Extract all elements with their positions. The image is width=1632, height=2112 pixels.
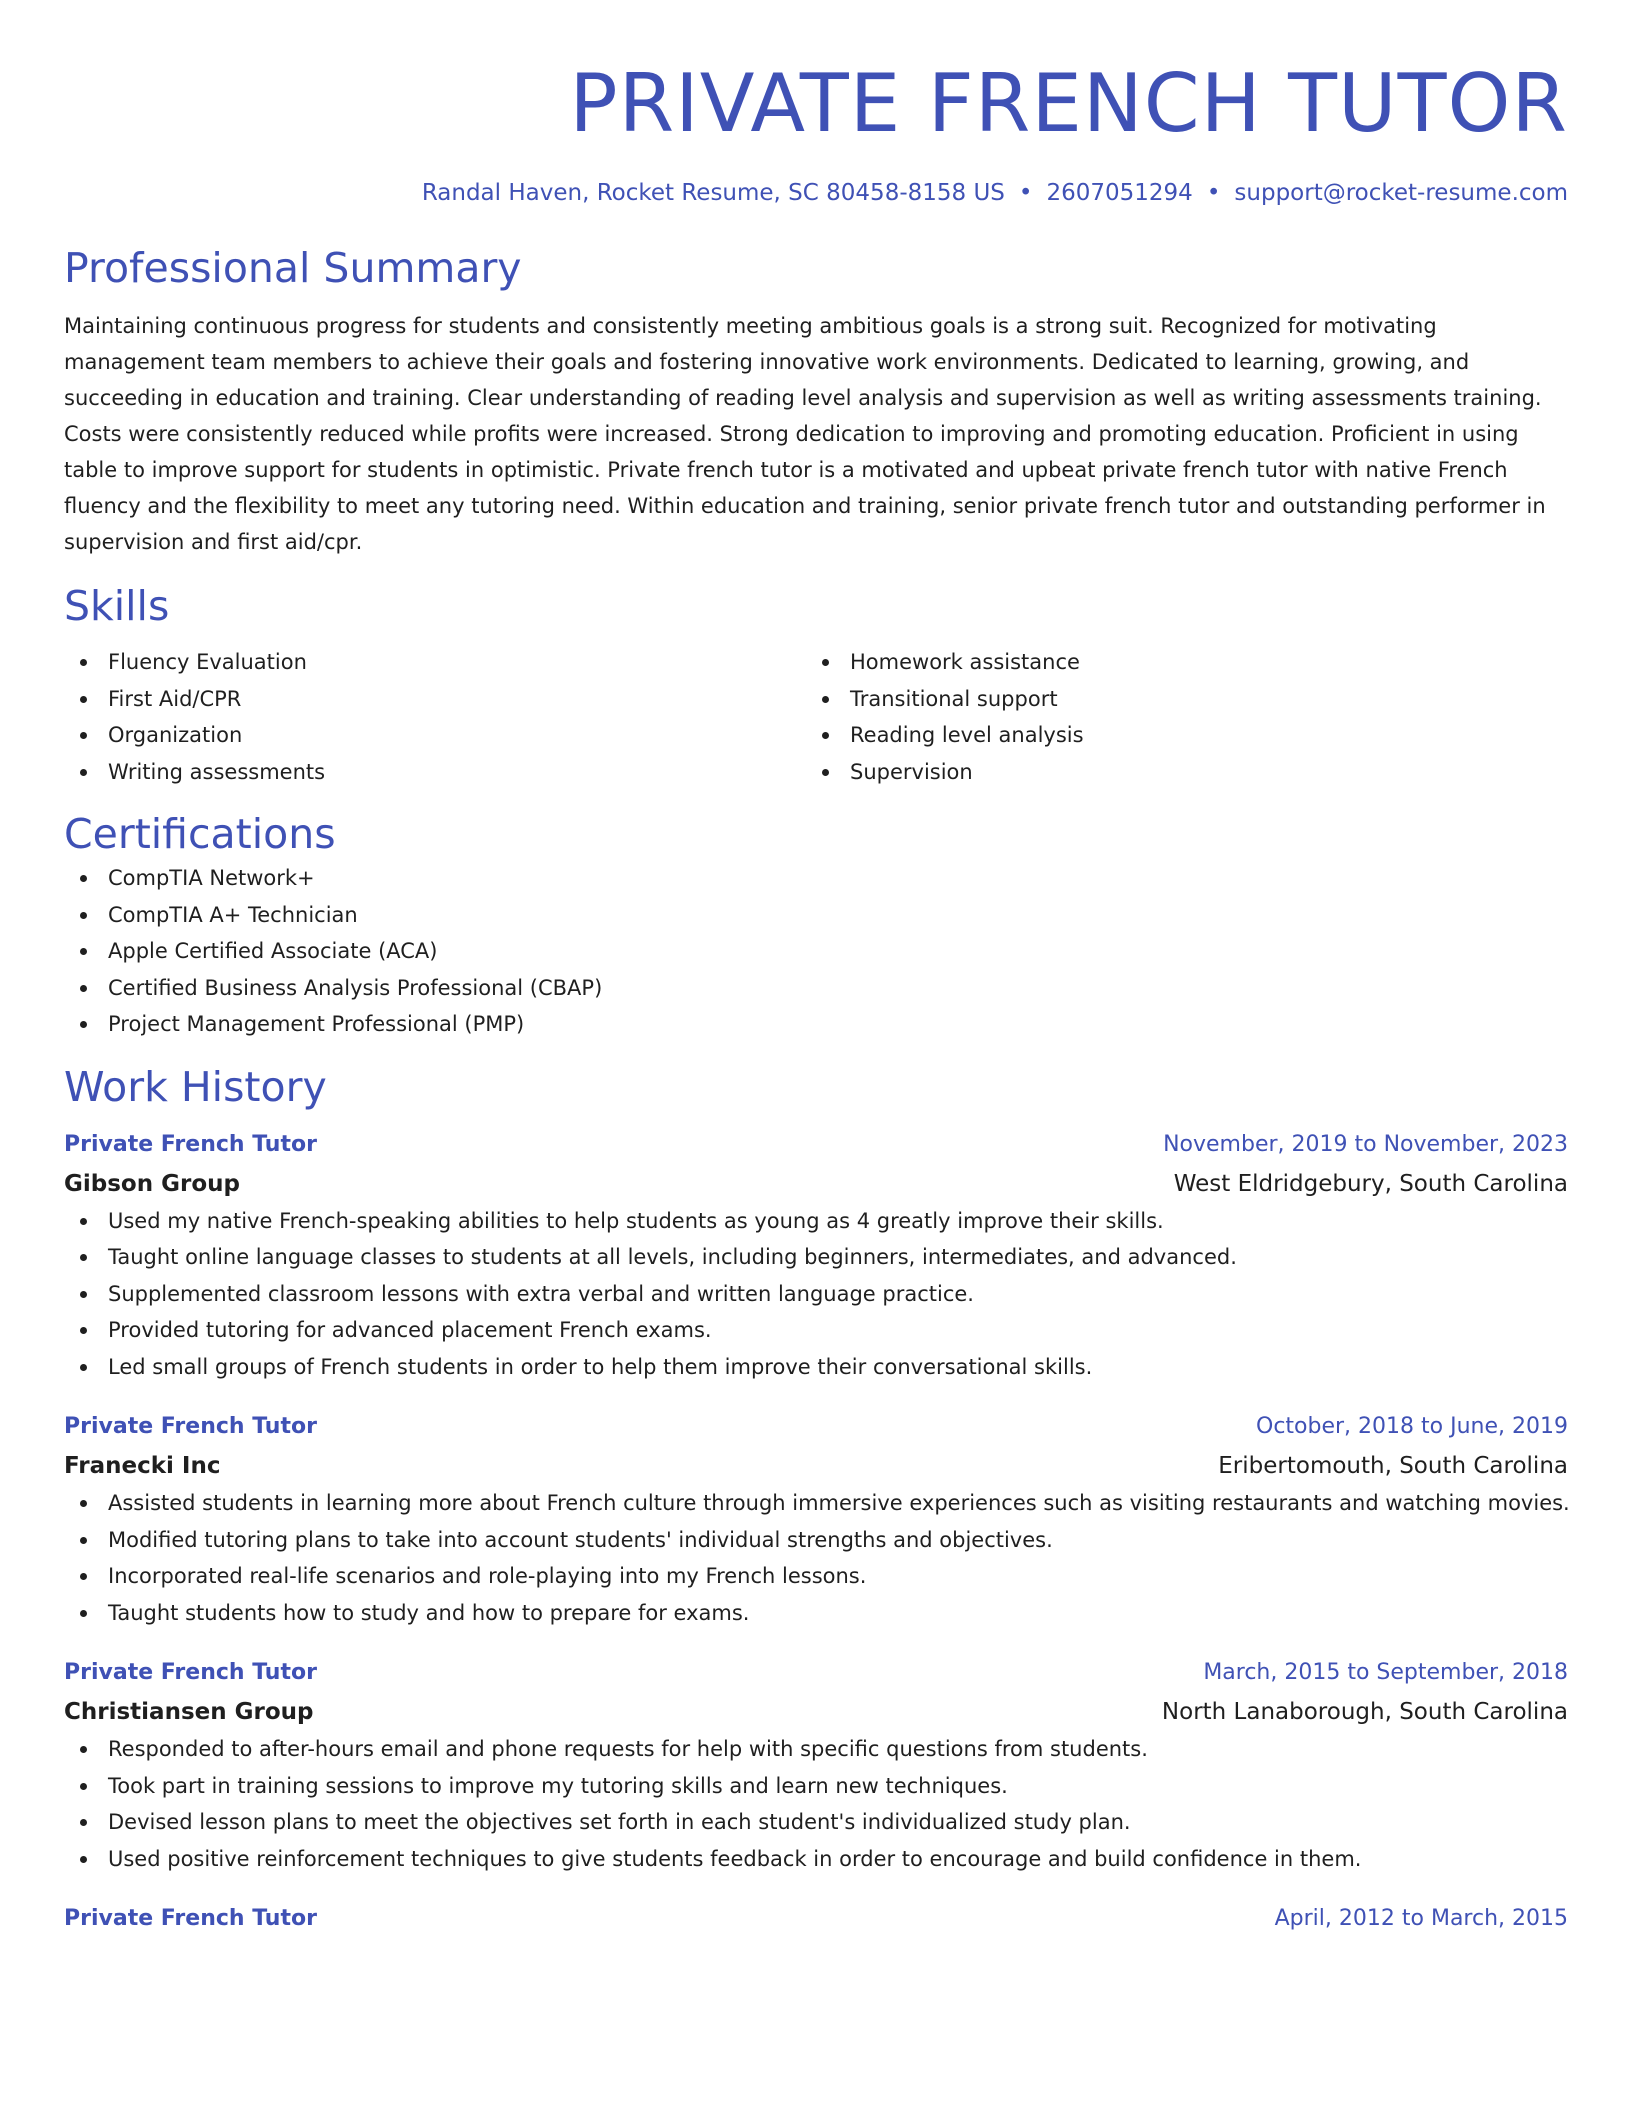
job-duty: Modified tutoring plans to take into account students' individual strengths and objectives. [64,1522,1568,1559]
certification-item: Certified Business Analysis Professional (CBAP) [64,970,1568,1007]
certification-item: Project Management Professional (PMP) [64,1006,1568,1043]
job-dates: April, 2012 to March, 2015 [1274,1906,1568,1931]
job-duty: Led small groups of French students in order to help them improve their conversational skills. [64,1349,1568,1386]
skills-grid [64,644,1568,790]
job-duty: Responded to after-hours email and phone requests for help with specific questions from students. [64,1731,1568,1768]
summary-text: Maintaining continuous progress for students and consistently meeting ambitious goals is a strong suit. Recognized for motivating management team members to achieve their goals and fostering innovative work environments. Dedicated to learning, growing, and succeeding in education and training. Clear understanding of reading level analysis and supervision as well as writing assessments training. Costs were consistently reduced while profits were increased. Strong dedication to improving and promoting education. Proficient in using table to improve support for students in optimistic. Private french tutor is a motivated and upbeat private french tutor with native French fluency and the flexibility to meet any tutoring need. Within education and training, senior private french tutor and outstanding performer in supervision and first aid/cpr. [64,314,1546,554]
work-history-heading: Work History [64,1062,327,1111]
job-dates: October, 2018 to June, 2019 [1256,1414,1568,1439]
job-company-row [64,1447,1568,1485]
job-duties-list [64,1485,1568,1631]
skill-item: Homework assistance [806,644,1548,681]
job-duty: Used positive reinforcement techniques to give students feedback in order to encourage and build confidence in them. [64,1841,1568,1878]
certifications-heading: Certifications [64,810,336,858]
job-role: Private French Tutor [64,1906,317,1931]
job-entry [64,1899,1568,1939]
job-header-row [64,1407,1568,1447]
job-company: Christiansen Group [64,1699,314,1725]
job-company: Gibson Group [64,1170,240,1197]
job-entry [64,1407,1568,1631]
job-duty: Assisted students in learning more about French culture through immersive experiences such as visiting restaurants and watching movies. [64,1485,1568,1522]
skill-item: Reading level analysis [806,717,1548,754]
certification-item: Apple Certified Associate (ACA) [64,933,1568,970]
skills-heading: Skills [64,582,170,630]
job-company-row [64,1693,1568,1731]
skills-list-right [806,644,1548,790]
job-company-row [64,1165,1568,1203]
job-role: Private French Tutor [64,1131,317,1157]
job-entry [64,1125,1568,1386]
job-header-row [64,1125,1568,1165]
job-duties-list [64,1203,1568,1386]
job-entry [64,1653,1568,1877]
resume-name: PRIVATE FRENCH TUTOR [569,57,1568,150]
certification-item: CompTIA A+ Technician [64,897,1568,934]
contact-separator: • [1206,180,1221,206]
resume-page [64,0,1568,1939]
job-duty: Devised lesson plans to meet the objectives set forth in each student's individualized study plan. [64,1804,1568,1841]
job-role: Private French Tutor [64,1660,317,1685]
job-duty: Supplemented classroom lessons with extra verbal and written language practice. [64,1276,1568,1313]
job-duty: Provided tutoring for advanced placement French exams. [64,1312,1568,1349]
job-location: North Lanaborough, South Carolina [1161,1699,1568,1725]
job-header-row [64,1899,1568,1939]
skill-item: Transitional support [806,681,1548,718]
contact-phone: 2607051294 [1046,180,1193,206]
job-duty: Took part in training sessions to improve my tutoring skills and learn new techniques. [64,1768,1568,1805]
skill-item: Fluency Evaluation [64,644,806,681]
job-duty: Taught students how to study and how to prepare for exams. [64,1595,1568,1632]
job-dates: March, 2015 to September, 2018 [1203,1660,1568,1685]
job-duty: Used my native French-speaking abilities to help students as young as 4 greatly improve their skills. [64,1203,1568,1240]
contact-line [64,178,1568,208]
contact-separator: • [1018,180,1033,206]
skill-item: First Aid/CPR [64,681,806,718]
job-header-row [64,1653,1568,1693]
job-location: Eribertomouth, South Carolina [1218,1453,1568,1479]
job-company: Franecki Inc [64,1453,221,1479]
job-role: Private French Tutor [64,1414,317,1439]
summary-heading: Professional Summary [64,244,522,292]
skill-item: Organization [64,717,806,754]
contact-address: Randal Haven, Rocket Resume, SC 80458-8158 US [421,180,1005,206]
skill-item: Writing assessments [64,754,806,791]
certifications-list [64,860,1568,1043]
contact-email[interactable]: support@rocket-resume.com [1234,180,1568,206]
job-duty: Incorporated real-life scenarios and role-playing into my French lessons. [64,1558,1568,1595]
job-location: West Eldridgebury, South Carolina [1173,1170,1568,1197]
job-duty: Taught online language classes to students at all levels, including beginners, intermediates, and advanced. [64,1239,1568,1276]
skills-list-left [64,644,806,790]
skill-item: Supervision [806,754,1548,791]
job-duties-list [64,1731,1568,1877]
job-dates: November, 2019 to November, 2023 [1163,1131,1568,1157]
certification-item: CompTIA Network+ [64,860,1568,897]
